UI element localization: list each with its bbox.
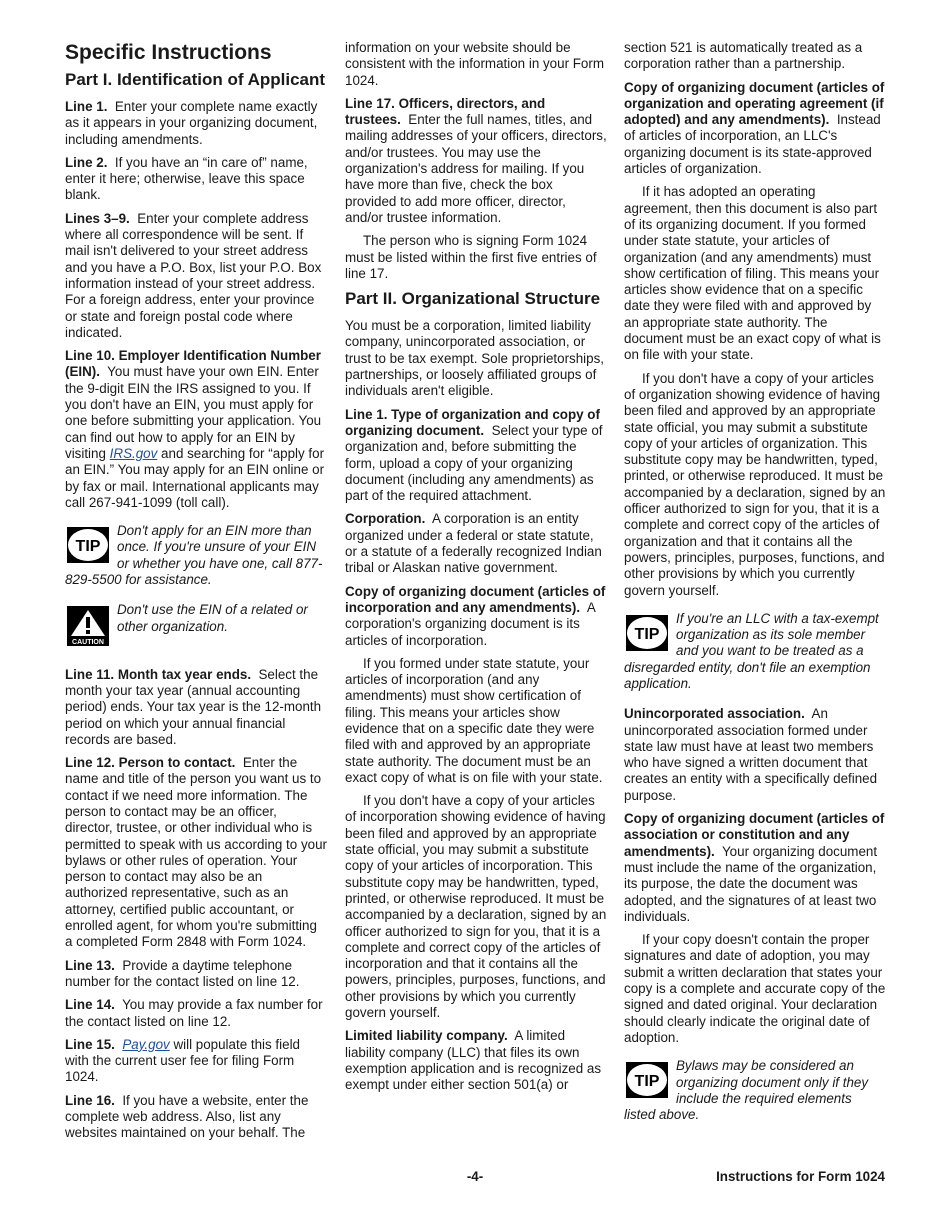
line16-paragraph: Line 16. If you have a website, enter the complete web address. Also, list any websites maintained on your behalf. The	[65, 1092, 309, 1141]
svg-text:CAUTION: CAUTION	[72, 639, 104, 647]
svg-text:TIP: TIP	[75, 538, 101, 556]
line2-paragraph: Line 2. If you have an “in care of” name, enter it here; otherwise, leave this space blank.	[65, 154, 308, 203]
tip-note-llc: TIP If you're an LLC with a tax-exempt organization as its sole member and you want to be treated as a disregarded entity, don't file an exemption application.	[624, 610, 879, 691]
column-2	[345, 40, 607, 1101]
corporation-paragraph: Corporation. A corporation is an entity organized under a federal or state statute, or a statute of a federally recognized Indian tribal or Alaskan native government.	[345, 511, 602, 576]
tip-icon	[65, 525, 111, 569]
pay-gov-link[interactable]: Pay.gov	[122, 1036, 170, 1052]
caution-note-ein: CAUTION Don't use the EIN of a related or other organization.	[65, 602, 327, 652]
part1-heading: Part I. Identification of Applicant	[65, 70, 326, 89]
line15-paragraph: Line 15. Pay.gov will populate this field with the current user fee for filing Form 1024.	[65, 1036, 300, 1085]
part2-line1-paragraph: Line 1. Type of organization and copy of organizing document. Select your type of organization and, before submitting the form, upload a copy of your organizing document (including any amendments) as part of the required attachment.	[345, 406, 603, 504]
lines3-9-paragraph: Lines 3–9. Enter your complete address where all correspondence will be sent. If mail isn't delivered to your street address and you have a P.O. Box, list your P.O. Box information instead of your street address. For a foreign address, enter your province or state and foreign postal code where indicated.	[65, 210, 322, 340]
corp-state-statute-paragraph: If you formed under state statute, your articles of incorporation (and any amendments) must show certification of filing. This means your articles show evidence that on a specific date they were filed with and approved by an appropriate state authority. The document must be an exact copy of what is on file with your state.	[345, 655, 603, 785]
line17-paragraph: Line 17. Officers, directors, and trustees. Enter the full names, titles, and mailing addresses of your officers, directors, and/or trustees. You may use the organization's address for mailing. If you have more than five, check the box provided to add more officer, director, and/or trustee information.	[345, 95, 607, 225]
part2-intro-paragraph: You must be a corporation, limited liability company, unincorporated association, or trust to be tax exempt. Sole proprietorships, partnerships, or loosely affiliated groups of individuals aren't eligible.	[345, 318, 605, 399]
irs-gov-link[interactable]: IRS.gov	[109, 445, 158, 461]
line10-paragraph: Line 10. Employer Identification Number (EIN). You must have your own EIN. Enter the 9-digit EIN the IRS assigned to you. If you don't have an EIN, you must apply for one before submitting your application. You can find out how to apply for an EIN by visiting IRS.gov and searching for “apply for an EIN.” You may apply for an EIN online or by fax or mail. International applicants may call 267-941-1099 (toll call).	[65, 348, 325, 510]
page-number: -4-	[466, 1169, 484, 1184]
tip-note-bylaws: TIP Bylaws may be considered an organizing document only if they include the required elements listed above.	[624, 1058, 869, 1123]
tip-icon	[624, 613, 670, 657]
llc-paragraph: Limited liability company. A limited liability company (LLC) that files its own exemption application and is recognized as exempt under either section 501(a) or	[345, 1028, 602, 1093]
tip-icon	[624, 1060, 670, 1104]
assoc-copy-document-paragraph: Copy of organizing document (articles of association or constitution and any amendments). Your organizing document must include the name of the organization, its purpose, the date the document was adopted, and the signatures of at least two individuals.	[624, 811, 885, 924]
tip-note-ein: TIP Don't apply for an EIN more than once. If you're unsure of your EIN or whether you have one, call 877-829-5500 for assistance.	[65, 523, 323, 588]
llc-operating-agreement-paragraph: If it has adopted an operating agreement, then this document is also part of its organizing document. If you formed under state statute, your articles of organization (and any amendments) must show certification of filing. This means your articles show evidence that on a specific date they were filed with and approved by an appropriate state authority. The document must be an exact copy of what is on file with your state.	[624, 184, 881, 363]
document-title: Instructions for Form 1024	[716, 1169, 885, 1184]
svg-text:TIP: TIP	[634, 625, 660, 643]
line14-paragraph: Line 14. You may provide a fax number for the contact listed on line 12.	[65, 997, 323, 1029]
part2-heading: Part II. Organizational Structure	[345, 289, 601, 309]
llc-copy-document-paragraph: Copy of organizing document (articles of organization and operating agreement (if adopted) and any amendments). Instead of articles of incorporation, an LLC's organizing document is its state-approved articles of organization.	[624, 79, 885, 177]
line1-paragraph: Line 1. Enter your complete name exactly as it appears in your organizing document, including amendments.	[65, 99, 318, 147]
page-title: Specific Instructions	[65, 41, 272, 64]
corp-substitute-copy-paragraph: If you don't have a copy of your articles of incorporation showing evidence of having been filed and approved by an appropriate state official, you may submit a substitute copy of your articles of incorporation. This substitute copy may be handwritten, typed, printed, or otherwise reproduced. It must be accompanied by a declaration, signed by an officer authorized to sign for you, that it is a complete and correct copy of the articles of incorporation and that it contains all the powers, principles, purposes, functions, and other provisions by which you currently govern yourself.	[345, 793, 607, 1021]
svg-text:TIP: TIP	[634, 1073, 660, 1091]
assoc-declaration-paragraph: If your copy doesn't contain the proper signatures and date of adoption, you may submit a written declaration that states your copy is a complete and accurate copy of the signed and dated original. Your declaration should clearly indicate the original date of adoption.	[624, 932, 886, 1045]
line13-paragraph: Line 13. Provide a daytime telephone number for the contact listed on line 12.	[65, 957, 300, 989]
llc-substitute-copy-paragraph: If you don't have a copy of your articles of organization showing evidence of having been filed and approved by an appropriate state official, you may submit a substitute copy of your articles of organization. This substitute copy may be handwritten, typed, printed, or otherwise reproduced. It must be accompanied by a declaration, signed by an officer authorized to sign for you, that it is a complete and correct copy of the articles of organization and that it contains all the powers, principles, purposes, functions, and other provisions by which you currently govern yourself.	[624, 370, 886, 598]
line11-paragraph: Line 11. Month tax year ends. Select the month your tax year (annual accounting period) ends. Your tax year is the 12-month period on which your annual financial records are based.	[65, 666, 322, 747]
column-3	[624, 40, 886, 1137]
line17-signer-paragraph: The person who is signing Form 1024 must be listed within the first five entries of line 17.	[345, 233, 597, 281]
unincorporated-association-paragraph: Unincorporated association. An unincorporated association formed under state law must have at least two members who have signed a written document that creates an entity with a specifically defined purpose.	[624, 706, 878, 803]
llc-continued-paragraph: section 521 is automatically treated as a corporation rather than a partnership.	[624, 40, 863, 72]
column-1	[65, 40, 327, 1149]
website-continued-paragraph: information on your website should be consistent with the information in your Form 1024.	[345, 40, 604, 88]
caution-icon	[65, 604, 111, 652]
corp-copy-document-paragraph: Copy of organizing document (articles of incorporation and any amendments). A corporation's organizing document is its articles of incorporation.	[345, 583, 606, 648]
line12-paragraph: Line 12. Person to contact. Enter the name and title of the person you want us to contact if we need more information. The person to contact may be an officer, director, trustee, or other individual who is permitted to speak with us according to your bylaws or other rules of operation. Your person to contact may also be an authorized representative, such as an attorney, certified public accountant, or enrolled agent, for whom you're submitting a completed Form 2848 with Form 1024.	[65, 755, 327, 950]
